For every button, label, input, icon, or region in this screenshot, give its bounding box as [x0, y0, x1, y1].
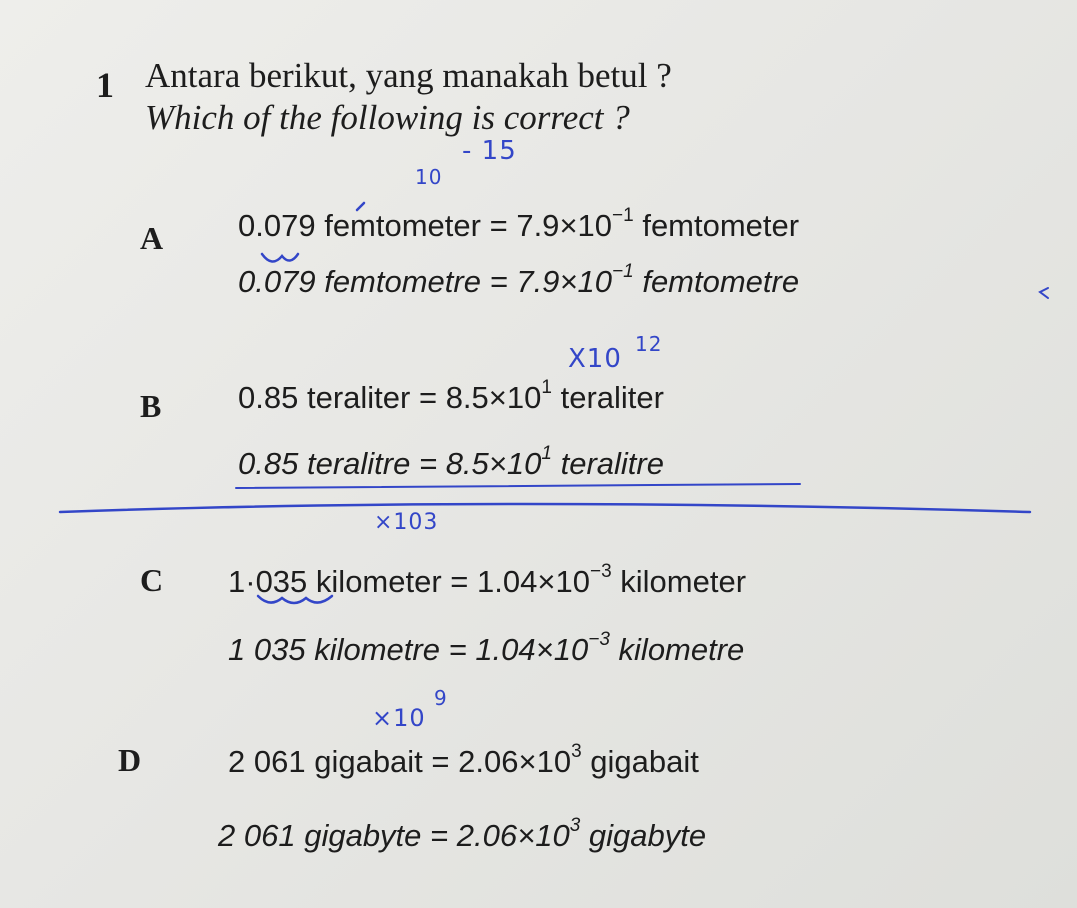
option-c-malay-value: 1·035	[228, 564, 308, 599]
option-a-malay-unit: femtometer	[324, 208, 481, 243]
option-c-english: 1 035 kilometre = $1.04\times 10^{-3}$ kilometre	[228, 628, 745, 667]
option-c-english-unit-right: kilometre	[618, 632, 745, 667]
option-c-english-exponent: −3	[588, 628, 610, 650]
option-d-malay-unit-right: gigabait	[590, 744, 699, 779]
option-b-malay-exponent: 1	[541, 376, 552, 398]
handwritten-note-c: ×103	[374, 510, 439, 535]
option-d-english: 2 061 gigabyte = $2.06\times 10^3$ gigabyte	[218, 814, 707, 853]
option-a-english-exponent: −1	[612, 260, 634, 282]
option-b-english: 0.85 teralitre = $8.5\times 10^1$ teralitre	[238, 442, 664, 481]
option-d-english-value: 2 061	[218, 818, 296, 853]
option-b-english-unit: teralitre	[306, 446, 411, 481]
option-a-malay-unit-right: femtometer	[642, 208, 800, 243]
option-d-malay-exponent: 3	[571, 740, 582, 762]
handwritten-note-a-top: - 15	[462, 136, 517, 166]
question-number: 1	[96, 65, 114, 105]
option-c-english-mantissa: 1.04	[475, 632, 536, 667]
option-a-english: 0.079 femtometre = $7.9\times 10^{-1}$ femtometre	[238, 260, 800, 299]
handwritten-note-d: ×10	[372, 704, 426, 732]
option-c-malay-exponent: −3	[589, 560, 612, 582]
handwritten-note-b: X10	[568, 344, 622, 374]
option-d-malay-value: 2 061	[228, 744, 306, 779]
option-a-letter: A	[140, 220, 164, 256]
option-d-malay-unit: gigabait	[314, 744, 423, 779]
option-b-malay-unit: teraliter	[306, 380, 411, 415]
option-a-english-unit: femtometre	[324, 264, 481, 299]
option-b-malay-value: 0.85	[238, 380, 299, 415]
handwritten-note-a-left: 10	[415, 165, 443, 189]
option-c-malay: 1·035 kilometer = $1.04\times 10^{-3}$ kilometer	[228, 560, 747, 599]
option-c-letter: C	[140, 562, 164, 598]
option-d-english-mantissa: 2.06	[456, 818, 518, 853]
option-c-malay-unit: kilometer	[315, 564, 442, 599]
option-c-malay-unit-right: kilometer	[620, 564, 747, 599]
option-d-english-unit: gigabyte	[304, 818, 422, 853]
option-b-malay-unit-right: teraliter	[560, 380, 664, 415]
option-b-malay-mantissa: 8.5	[445, 380, 489, 415]
option-a-malay: 0.079 femtometer = $7.9\times 10^{-1}$ femtometer	[238, 204, 800, 243]
option-d-malay: 2 061 gigabait = $2.06\times 10^3$ gigabait	[228, 740, 699, 779]
option-a-english-mantissa: 7.9	[516, 264, 560, 299]
option-d-english-exponent: 3	[569, 814, 581, 836]
option-b-english-value: 0.85	[238, 446, 299, 481]
question-text-english: Which of the following is correct ?	[145, 98, 630, 137]
option-c-english-value: 1 035	[228, 632, 306, 667]
option-a-malay-exponent: −1	[612, 204, 634, 226]
option-b-malay: 0.85 teraliter = $8.5\times 10^1$ teraliter	[238, 376, 664, 415]
handwritten-note-d-exponent: 9	[434, 686, 448, 710]
pen-swoosh-a	[262, 254, 298, 262]
option-c-malay-mantissa: 1.04	[477, 564, 538, 599]
handwritten-note-b-exponent: 12	[635, 332, 663, 356]
pen-tick-mark	[1040, 288, 1048, 298]
option-c-english-unit: kilometre	[314, 632, 440, 667]
option-a-english-value: 0.079	[238, 264, 316, 299]
pen-underline-b	[236, 484, 800, 488]
option-b-english-exponent: 1	[541, 442, 552, 464]
question-text-malay: Antara berikut, yang manakah betul ?	[145, 56, 672, 95]
option-b-english-mantissa: 8.5	[445, 446, 489, 481]
option-d-letter: D	[118, 742, 142, 778]
option-a-malay-mantissa: 7.9	[516, 208, 560, 243]
pen-divider-line	[60, 504, 1030, 512]
option-d-malay-mantissa: 2.06	[458, 744, 519, 779]
option-b-letter: B	[140, 388, 162, 424]
option-d-english-unit-right: gigabyte	[588, 818, 707, 853]
option-b-english-unit-right: teralitre	[560, 446, 664, 481]
option-a-english-unit-right: femtometre	[642, 264, 800, 299]
option-a-malay-value: 0.079	[238, 208, 316, 243]
